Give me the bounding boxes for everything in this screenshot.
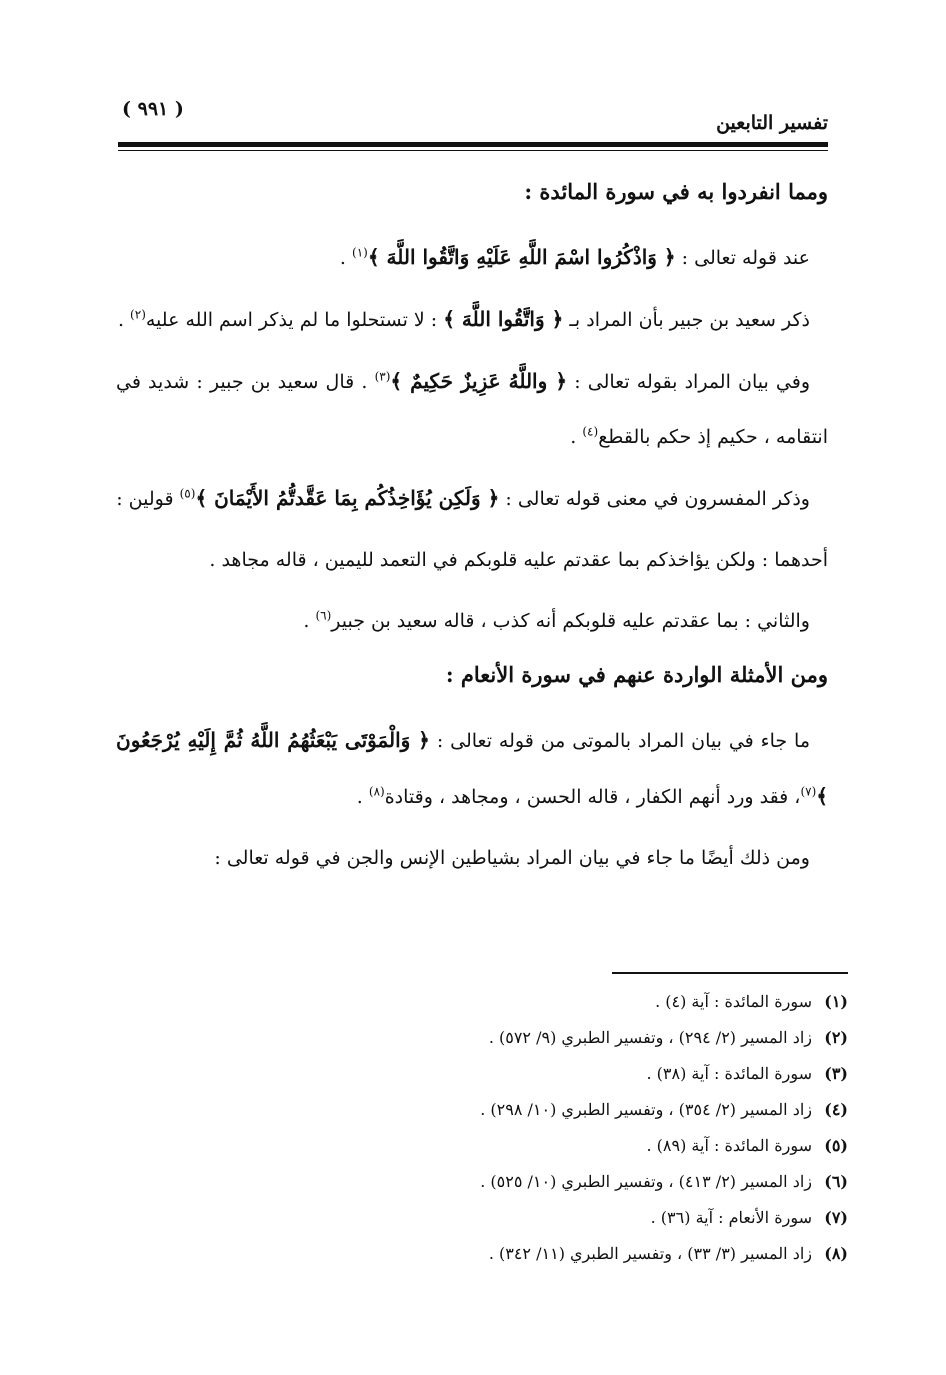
footnote-text: سورة الأنعام : آية (٣٦) . bbox=[650, 1208, 812, 1227]
footnote-number: (٢) bbox=[824, 1028, 848, 1047]
footnote-separator bbox=[612, 972, 848, 974]
quran-verse-3: ﴿ واللَّهُ عَزِيزٌ حَكِيمٌ ﴾ bbox=[390, 369, 568, 393]
paragraph-7-end: . bbox=[356, 786, 369, 808]
footnote-number: (٨) bbox=[824, 1244, 848, 1263]
paragraph-7-intro: ما جاء في بيان المراد بالموتى من قوله تعالى : bbox=[429, 730, 810, 752]
footnote-ref-5: (٥) bbox=[179, 486, 196, 501]
paragraph-3-end: . bbox=[570, 426, 583, 448]
section-heading-anam: ومن الأمثلة الواردة عنهم في سورة الأنعام : bbox=[445, 662, 828, 687]
footnote-number: (٦) bbox=[824, 1172, 848, 1191]
footnote-text: زاد المسير (٢/ ٤١٣) ، وتفسير الطبري (١٠/ ٥٢٥) . bbox=[480, 1172, 812, 1191]
footnote-ref-3: (٣) bbox=[374, 369, 391, 384]
running-title: تفسير التابعين bbox=[716, 112, 828, 134]
footnote-ref-7: (٧) bbox=[800, 784, 817, 799]
paragraph-3-text: . قال سعيد بن جبير : شديد في انتقامه ، حكيم إذ حكم بالقطع bbox=[116, 371, 828, 448]
paragraph-1-intro: عند قوله تعالى : bbox=[675, 247, 810, 269]
footnote-number: (٥) bbox=[824, 1136, 848, 1155]
paragraph-1-end: . bbox=[339, 247, 353, 269]
quran-verse-5: ﴿ وَالْمَوْتَى يَبْعَثُهُمُ اللَّهُ ثُمَّ إِلَيْهِ يُرْجَعُونَ ﴾ bbox=[116, 728, 828, 808]
footnote-item bbox=[108, 1056, 848, 1092]
footnote-ref-4: (٤) bbox=[582, 424, 599, 439]
paragraph-2-end: . bbox=[117, 309, 131, 331]
footnote-item bbox=[108, 1164, 848, 1200]
footnote-number: (١) bbox=[824, 992, 848, 1011]
footnote-ref-2: (٢) bbox=[130, 307, 146, 322]
paragraph-1 bbox=[116, 230, 828, 286]
footnote-text: سورة المائدة : آية (٨٩) . bbox=[646, 1136, 812, 1155]
footnote-item bbox=[108, 1020, 848, 1056]
paragraph-7-text: ، فقد ورد أنهم الكفار ، قاله الحسن ، ومجاهد ، وقتادة bbox=[384, 786, 801, 808]
footnote-text: سورة المائدة : آية (٣٨) . bbox=[646, 1064, 812, 1083]
footnote-text: زاد المسير (٣/ ٣٣) ، وتفسير الطبري (١١/ ٣٤٢) . bbox=[488, 1244, 812, 1263]
footnote-text: زاد المسير (٢/ ٢٩٤) ، وتفسير الطبري (٩/ ٥٧٢) . bbox=[488, 1028, 812, 1047]
paragraph-5: أحدهما : ولكن يؤاخذكم بما عقدتم عليه قلوبكم في التعمد لليمين ، قاله مجاهد . bbox=[209, 549, 828, 571]
footnote-number: (٣) bbox=[824, 1064, 848, 1083]
footnote-ref-6: (٦) bbox=[315, 608, 332, 623]
header-rule-thin bbox=[118, 150, 828, 151]
quran-verse-4: ﴿ وَلَكِن يُؤَاخِذُكُم بِمَا عَقَّدتُّمُ الأَيْمَانَ ﴾ bbox=[195, 486, 500, 510]
footnote-number: (٤) bbox=[824, 1100, 848, 1119]
footnote-text: زاد المسير (٢/ ٣٥٤) ، وتفسير الطبري (١٠/ ٢٩٨) . bbox=[480, 1100, 812, 1119]
paragraph-4-intro: وذكر المفسرون في معنى قوله تعالى : bbox=[499, 488, 810, 510]
footnote-item bbox=[108, 984, 848, 1020]
paragraph-3 bbox=[116, 354, 828, 465]
paragraph-2-text: : لا تستحلوا ما لم يذكر اسم الله عليه bbox=[145, 309, 444, 331]
paragraph-7 bbox=[116, 713, 828, 825]
footnote-item bbox=[108, 1200, 848, 1236]
page-number: ( ٩٩١ ) bbox=[122, 98, 184, 120]
section-heading-maidah: ومما انفردوا به في سورة المائدة : bbox=[524, 179, 828, 204]
paragraph-2 bbox=[116, 292, 828, 348]
paragraph-2-intro: ذكر سعيد بن جبير بأن المراد بـ bbox=[563, 309, 810, 331]
paragraph-4-end: قولين : bbox=[116, 488, 180, 510]
header-rule-thick bbox=[118, 142, 828, 147]
footnote-item bbox=[108, 1236, 848, 1272]
footnote-ref-1: (١) bbox=[352, 245, 368, 260]
paragraph-8: ومن ذلك أيضًا ما جاء في بيان المراد بشياطين الإنس والجن في قوله تعالى : bbox=[214, 847, 810, 869]
quran-verse-2: ﴿ وَاتَّقُوا اللَّهَ ﴾ bbox=[443, 307, 564, 331]
paragraph-6-end: . bbox=[303, 610, 316, 632]
paragraph-6-text: والثاني : بما عقدتم عليه قلوبكم أنه كذب ، قاله سعيد بن جبير bbox=[331, 610, 810, 632]
footnote-item bbox=[108, 1092, 848, 1128]
footnote-text: سورة المائدة : آية (٤) . bbox=[655, 992, 812, 1011]
paragraph-3-intro: وفي بيان المراد بقوله تعالى : bbox=[567, 371, 810, 393]
quran-verse-1: ﴿ وَاذْكُرُوا اسْمَ اللَّهِ عَلَيْهِ وَاتَّقُوا اللَّهَ ﴾ bbox=[367, 245, 676, 269]
main-body bbox=[116, 172, 828, 892]
footnote-number: (٧) bbox=[824, 1208, 848, 1227]
footnotes bbox=[108, 984, 848, 1272]
footnote-ref-8: (٨) bbox=[368, 784, 385, 799]
paragraph-4 bbox=[116, 471, 828, 527]
paragraph-6 bbox=[116, 594, 828, 649]
footnote-item bbox=[108, 1128, 848, 1164]
page-header bbox=[118, 98, 828, 142]
